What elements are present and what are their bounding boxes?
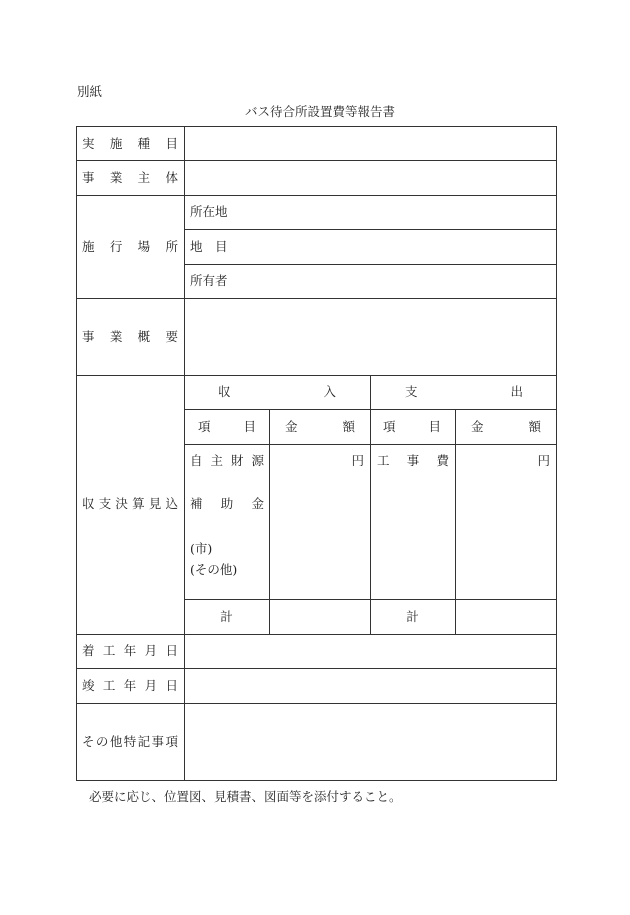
expense-item-construction: 工 事 費 [377,453,449,468]
location-address-label: 所在地 [190,204,228,219]
income-note-other: (その他) [190,562,238,577]
label-summary: 事 業 概 要 [82,329,178,344]
expense-amount-header: 金 額 [471,419,541,434]
label-entity: 事 業 主 体 [82,170,178,185]
label-other-notes: そ の 他 特 記 事 項 [82,734,178,749]
income-item-subsidy: 補 助 金 [190,496,264,511]
location-land-type-label: 地 目 [190,239,228,254]
expense-header: 支 出 [405,384,523,399]
income-item-header: 項 目 [198,419,256,434]
attachment-label: 別紙 [77,84,103,99]
income-note-city: (市) [190,541,213,556]
label-budget: 収 支 決 算 見 込 [82,496,178,511]
label-category: 実 施 種 目 [82,136,178,151]
form-title: バス待合所設置費等報告書 [244,104,395,119]
expense-currency-unit: 円 [537,453,550,468]
attachment-note: 必要に応じ、位置図、見積書、図面等を添付すること。 [89,789,402,804]
location-owner-label: 所有者 [190,273,228,288]
label-location: 施 行 場 所 [82,239,178,254]
expense-item-header: 項 目 [383,419,441,434]
income-item-own-funds: 自 主 財 源 [190,453,264,468]
label-start-date: 着 工 年 月 日 [82,643,178,658]
income-header: 収 入 [218,384,336,399]
income-total-label: 計 [220,609,233,624]
label-end-date: 竣 工 年 月 日 [82,678,178,693]
income-currency-unit: 円 [351,453,364,468]
expense-total-label: 計 [406,609,419,624]
income-amount-header: 金 額 [285,419,355,434]
